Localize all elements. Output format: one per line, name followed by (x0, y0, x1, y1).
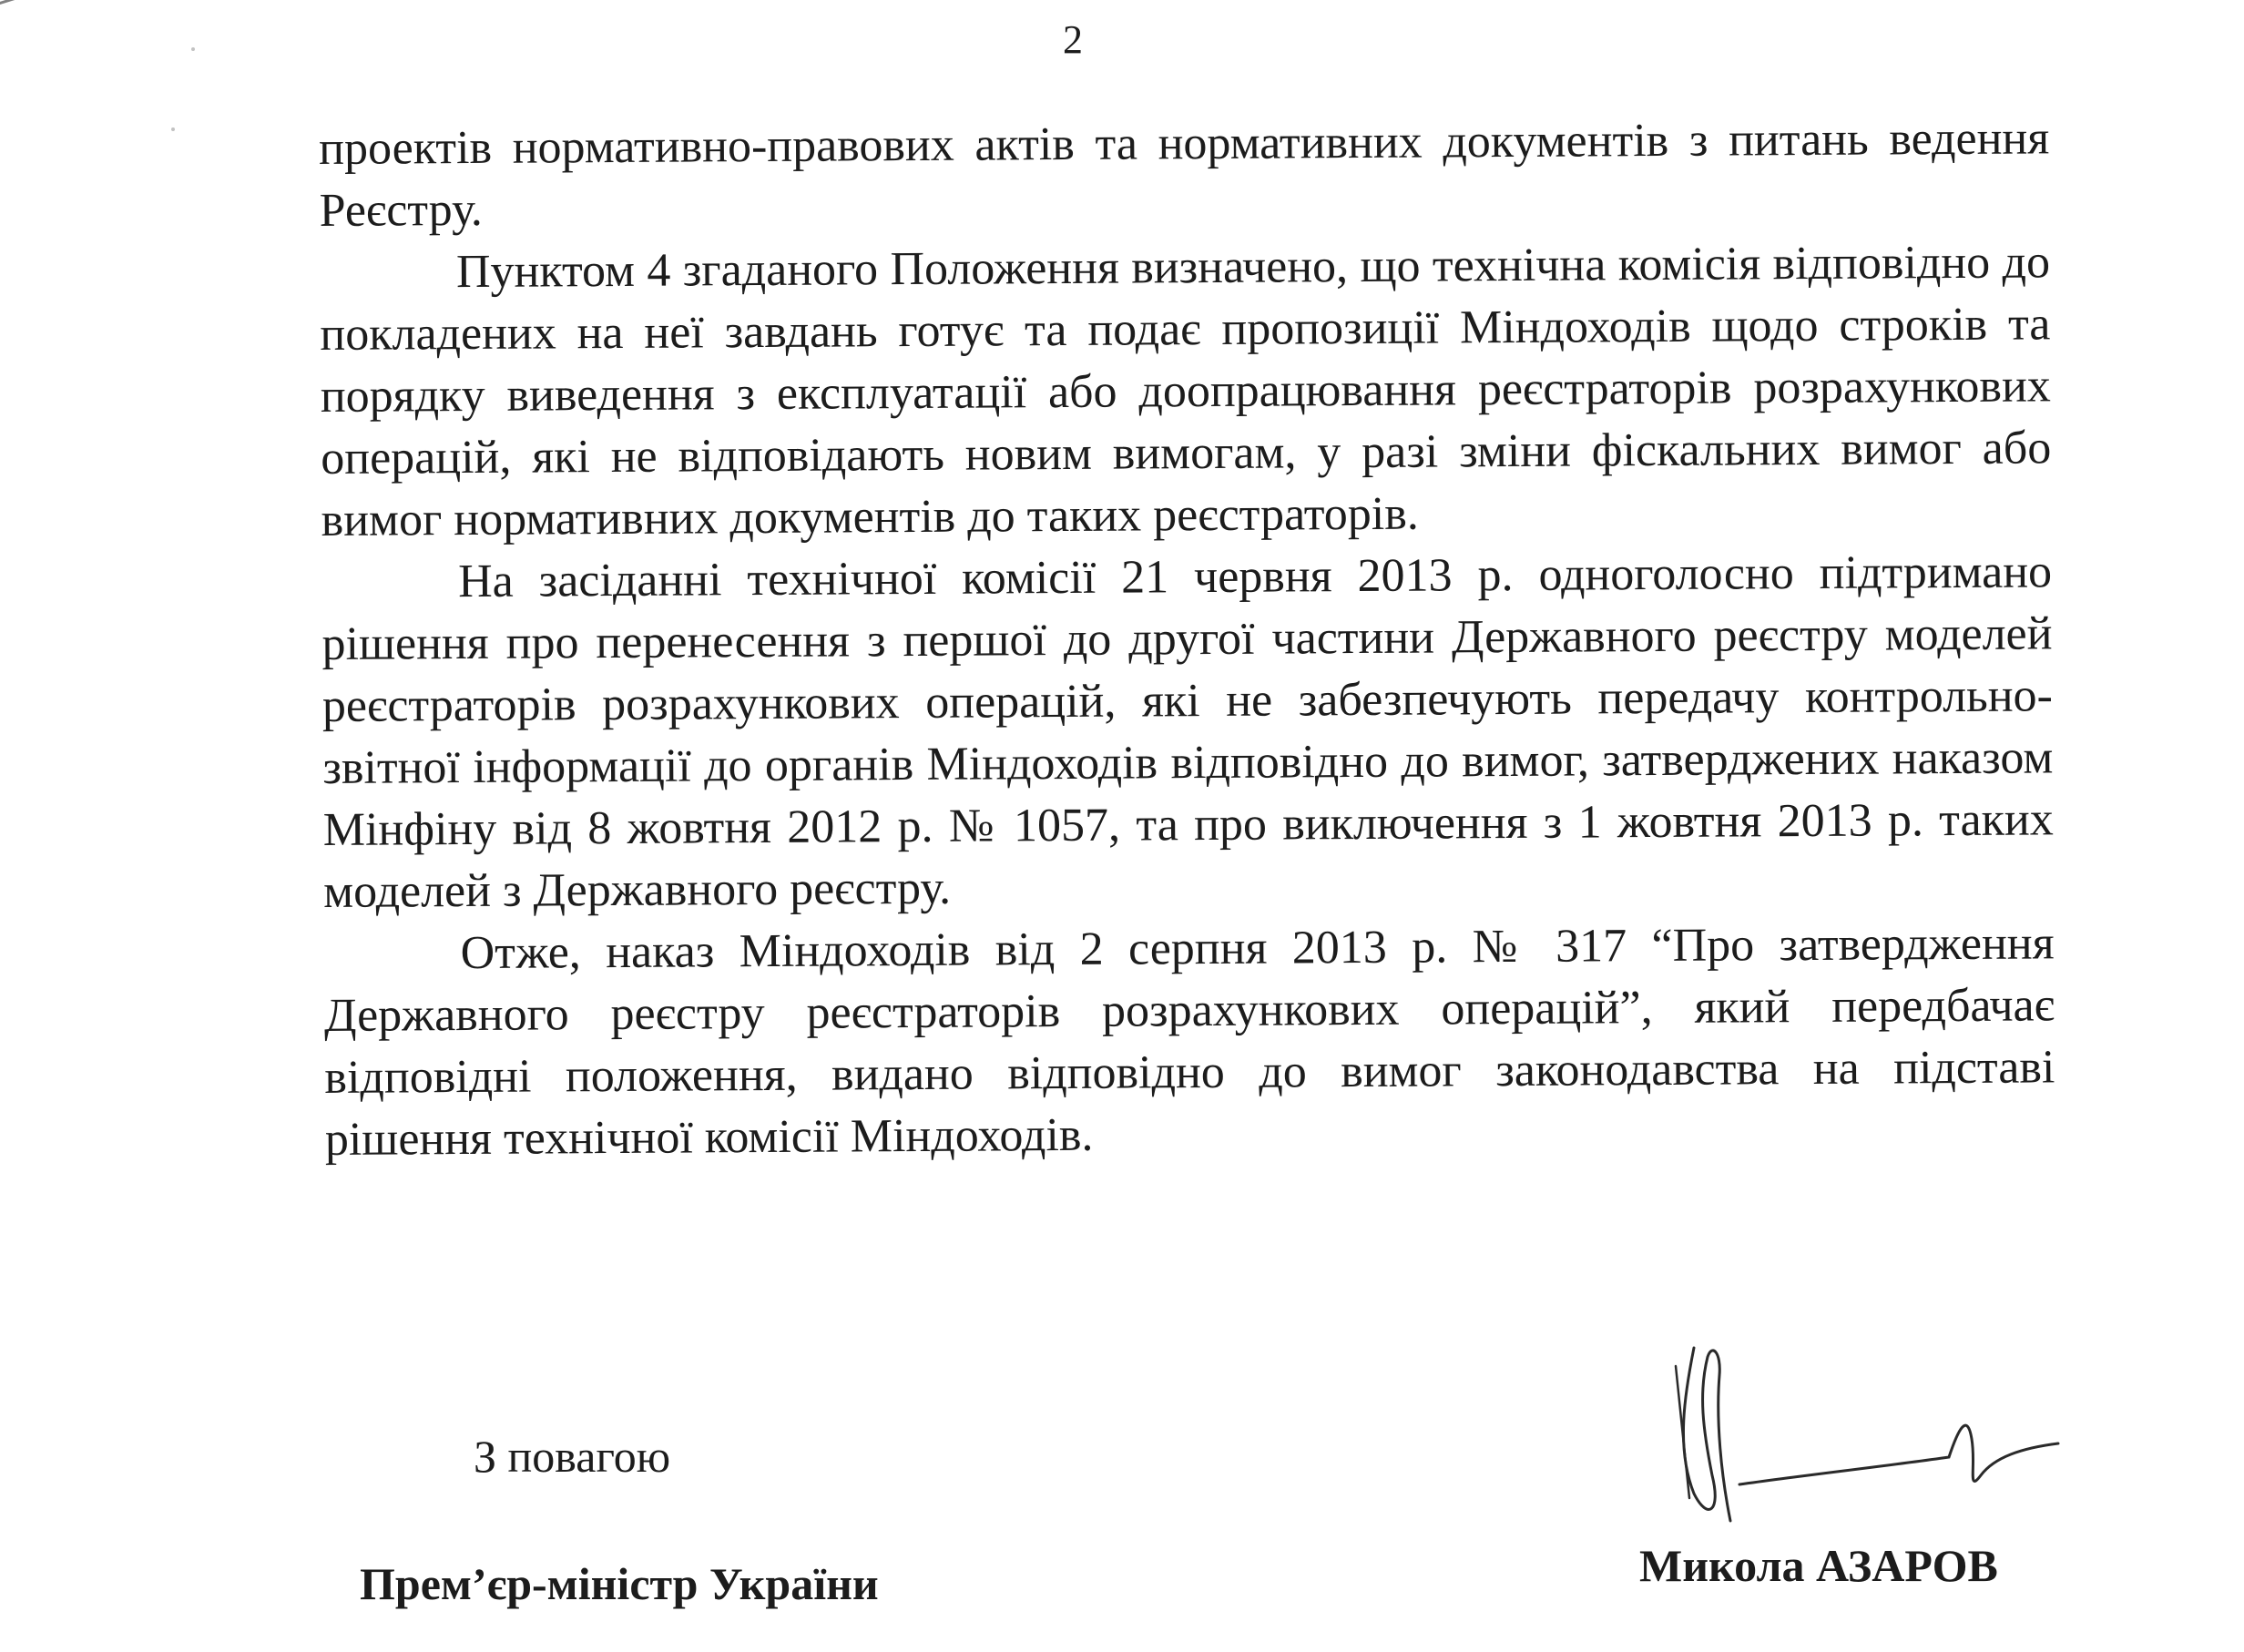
paragraph-conclusion: Отже, наказ Міндоходів від 2 серпня 2013 р. № 317 “Про затвердження Державного реєстру реєстраторів розрахункових операцій”, який передбачає відповідні положення, видано відповідно до вимог законодавства на підставі рішення технічної комісії Міндоходів. (323, 917, 2055, 1166)
letter-body (319, 107, 2055, 1171)
scan-edge-mark (0, 0, 191, 10)
handwritten-signature (1658, 1339, 2076, 1539)
page-number: 2 (1063, 17, 1083, 62)
closing-phrase: З повагою (474, 1431, 671, 1482)
signatory-position: Прем’єр-міністр України (360, 1558, 879, 1609)
paragraph-commission-meeting: На засіданні технічної комісії 21 червня 2013 р. одноголосно підтримано рішення про перенесення з першої до другої частини Державного реєстру моделей реєстраторів розрахункових операцій, які не забезпечують передачу контрольно-звітної інформації до органів Міндоходів відповідно до вимог, затверджених наказом Мінфіну від 8 жовтня 2012 р. № 1057, та про виключення з 1 жовтня 2013 р. таких моделей з Державного реєстру. (321, 546, 2054, 918)
paragraph-continuation: проектів нормативно-правових актів та нормативних документів з питань ведення Реєстру. (319, 112, 2050, 237)
paragraph-commission-duties: Пунктом 4 згаданого Положення визначено, що технічна комісія відповідно до покладених на неї завдань готує та подає пропозиції Міндоходів щодо строків та порядку виведення з експлуатації або доопрацювання реєстраторів розрахункових операцій, які не відповідають новим вимогам, у разі зміни фіскальних вимог або вимог нормативних документів до таких реєстраторів. (320, 236, 2052, 546)
signatory-name: Микола АЗАРОВ (1639, 1540, 1998, 1591)
scan-speck (171, 127, 175, 131)
